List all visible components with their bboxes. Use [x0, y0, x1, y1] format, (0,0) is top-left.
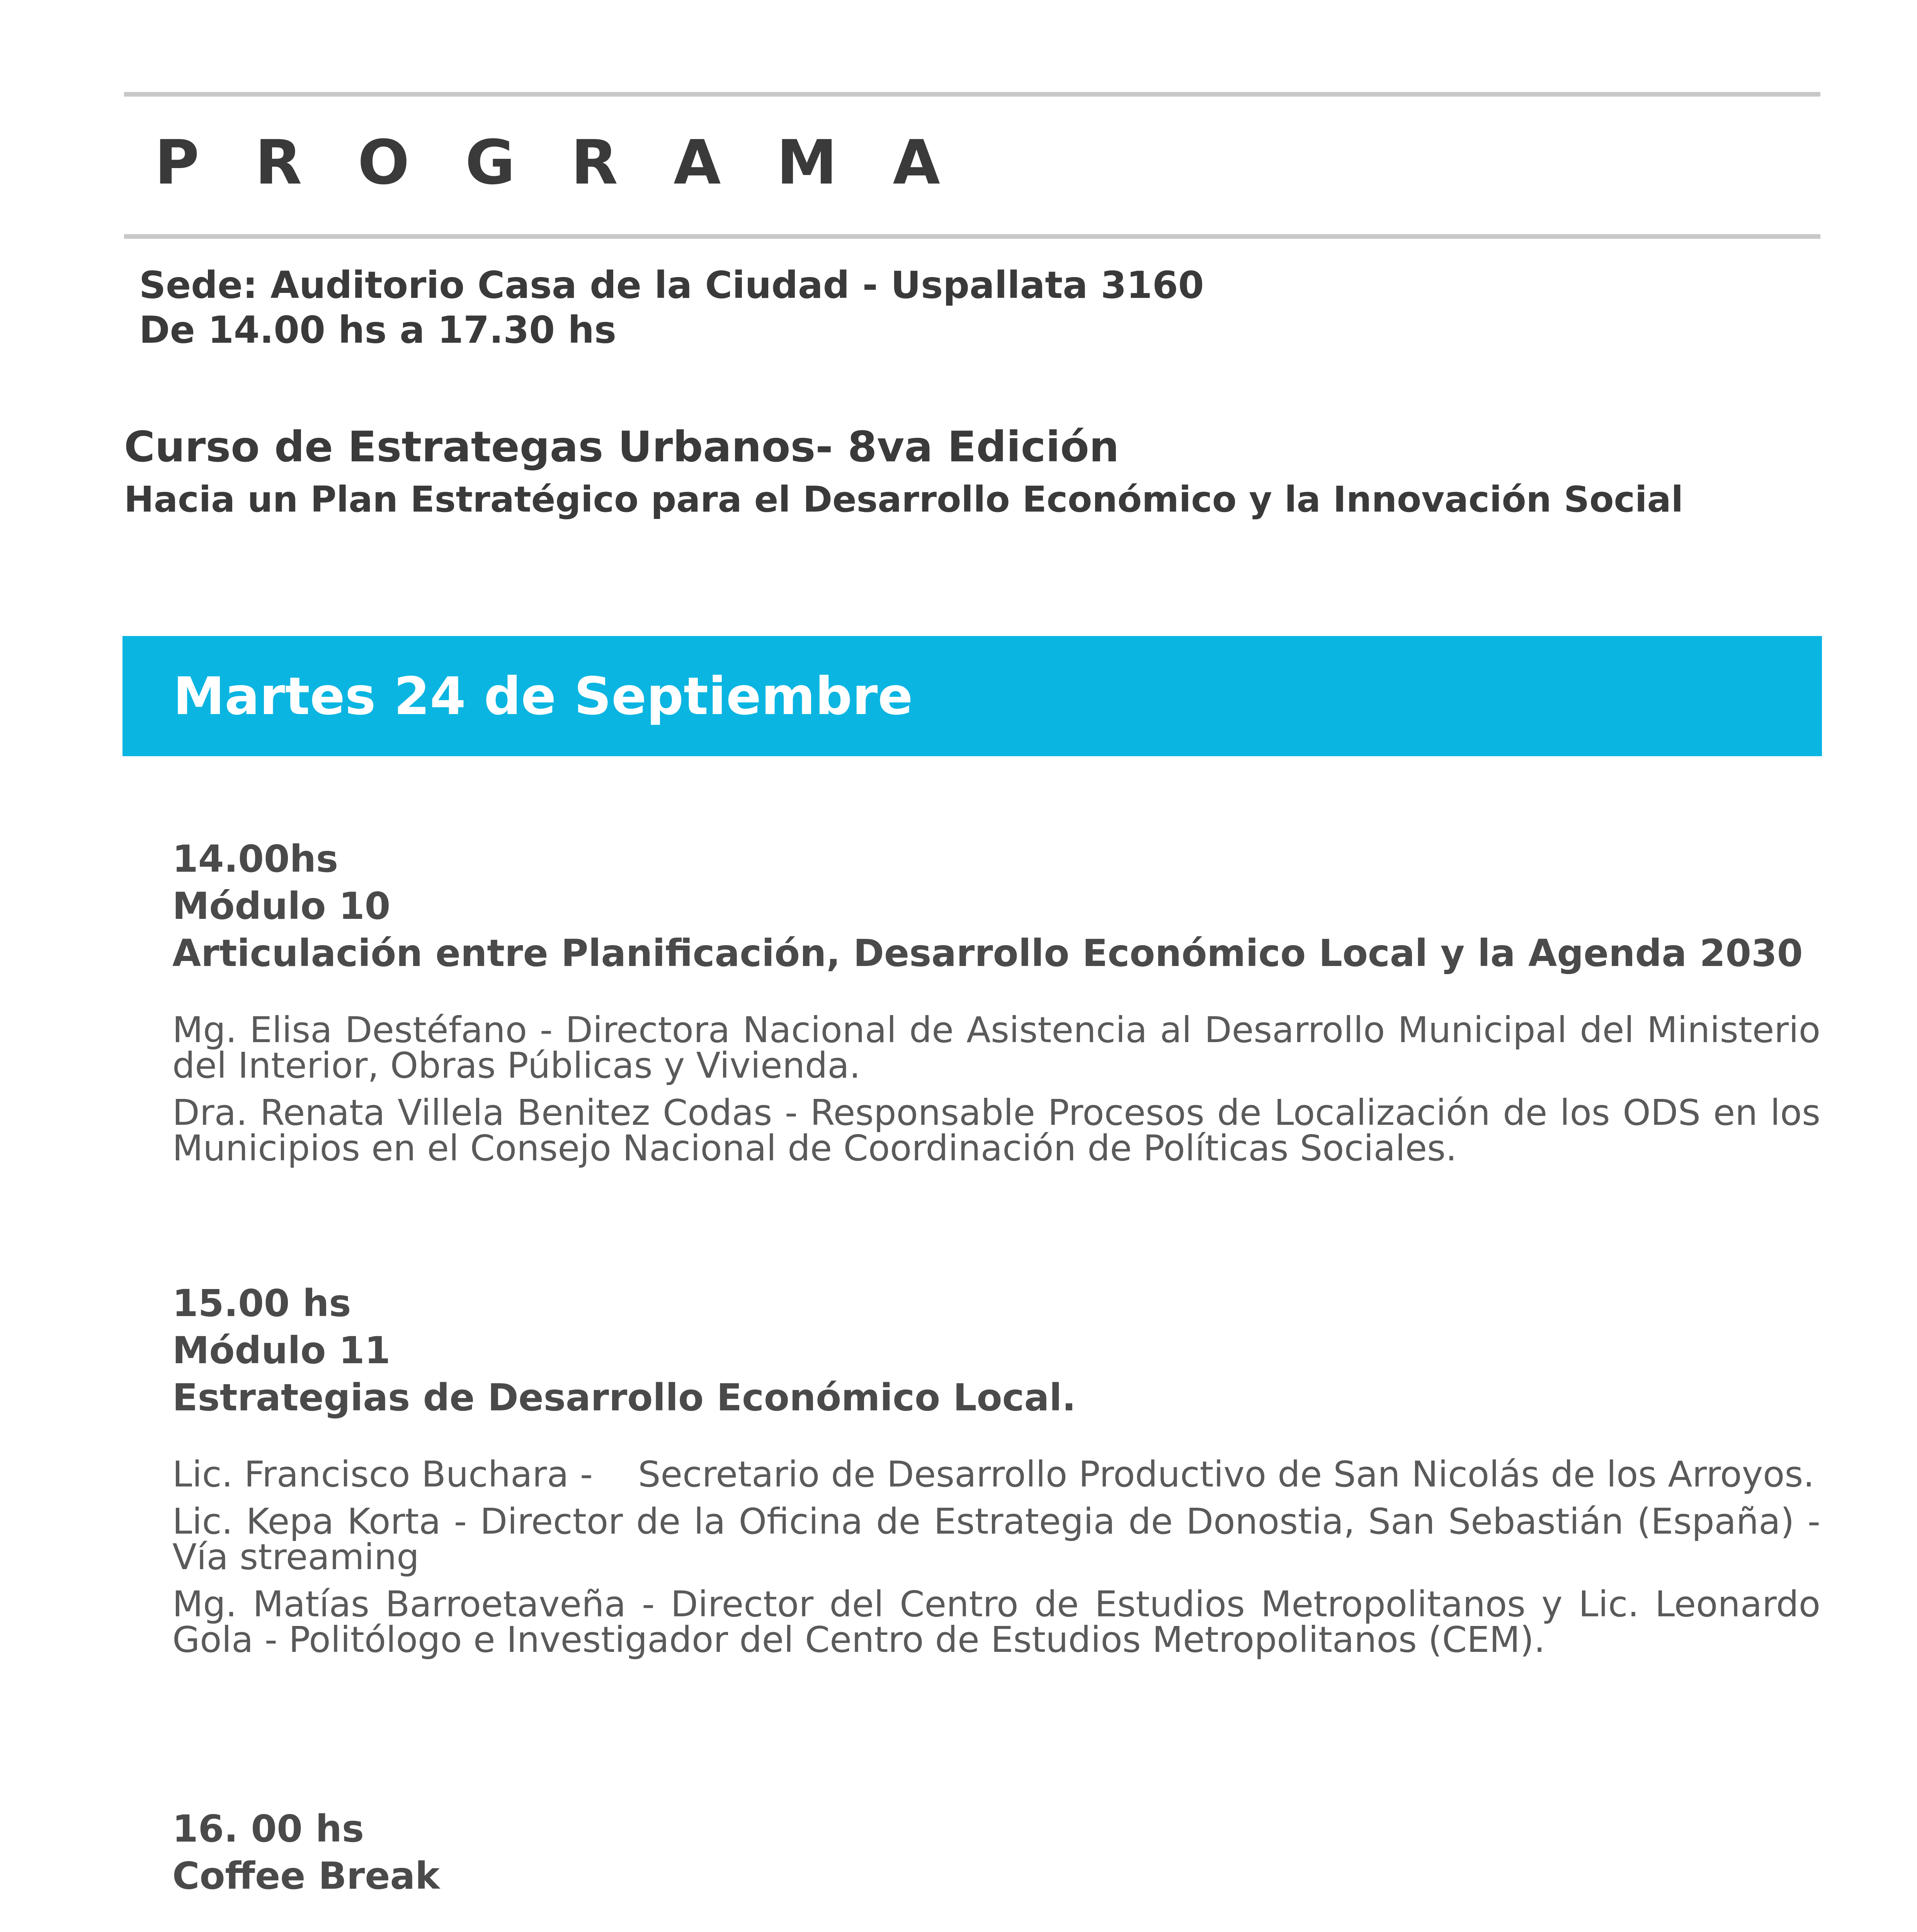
session-time: 16. 00 hs — [172, 1807, 364, 1850]
speaker-entry: Lic. Francisco Buchara - Secretario de Desarrollo Productivo de San Nicolás de los Arroyos. — [172, 1454, 1815, 1495]
session-topic: Coffee Break — [172, 1854, 440, 1898]
course-subtitle: Hacia un Plan Estratégico para el Desarrollo Económico y la Innovación Social — [124, 479, 1684, 520]
speaker-list — [172, 1009, 1820, 1169]
day-banner — [122, 636, 1822, 756]
session-topic: Estrategias de Desarrollo Económico Local. — [172, 1376, 1076, 1419]
speaker-list — [172, 1454, 1820, 1660]
title-divider — [124, 234, 1820, 239]
session-module-11 — [172, 1280, 1820, 1669]
speaker-entry: Dra. Renata Villela Benitez Codas - Responsable Procesos de Localización de los ODS en los Municipios en el Consejo Nacional de Coordinación de Políticas Sociales. — [172, 1092, 1820, 1169]
session-time: 15.00 hs — [172, 1282, 351, 1325]
speaker-entry: Mg. Matías Barroetaveña - Director del Centro de Estudios Metropolitanos y Lic. Leonardo Gola - Politólogo e Investigador del Centro de Estudios Metropolitanos (CEM). — [172, 1583, 1820, 1660]
venue-info — [139, 263, 1204, 352]
page-title: PROGRAMA — [155, 127, 996, 198]
top-divider — [124, 92, 1820, 97]
venue-hours: De 14.00 hs a 17.30 hs — [139, 308, 616, 352]
session-coffee-break — [172, 1805, 1820, 1900]
speaker-entry: Lic. Kepa Korta - Director de la Oficina de Estrategia de Donostia, San Sebastián (España) - Vía streaming — [172, 1501, 1820, 1578]
venue-location: Sede: Auditorio Casa de la Ciudad - Uspallata 3160 — [139, 264, 1204, 307]
speaker-entry: Mg. Elisa Destéfano - Directora Nacional de Asistencia al Desarrollo Municipal del Ministerio del Interior, Obras Públicas y Vivienda. — [172, 1009, 1820, 1086]
session-time: 14.00hs — [172, 837, 338, 881]
course-title: Curso de Estrategas Urbanos- 8va Edición — [124, 422, 1119, 471]
session-topic: Articulación entre Planificación, Desarrollo Económico Local y la Agenda 2030 — [172, 932, 1803, 975]
session-module: Módulo 10 — [172, 884, 391, 928]
day-label: Martes 24 de Septiembre — [173, 666, 913, 726]
session-module-10 — [172, 835, 1820, 1178]
session-module: Módulo 11 — [172, 1329, 391, 1372]
